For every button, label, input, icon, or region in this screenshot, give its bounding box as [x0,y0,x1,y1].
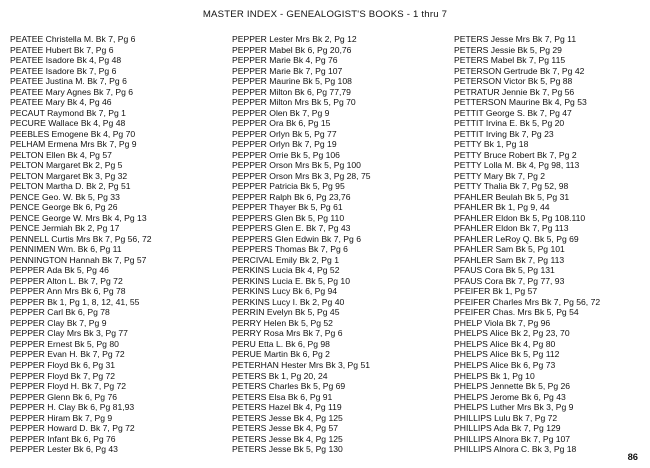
index-entry: PETERS Jesse Bk 5, Pg 130 [232,444,343,455]
index-entry: PEPPER Milton Mrs Bk 5, Pg 70 [232,97,356,108]
index-entry: PFEIFER Bk 1, Pg 57 [454,286,538,297]
index-entry: PETTY Mary Bk 7, Pg 2 [454,170,546,181]
index-entry: PEEBLES Emogene Bk 4, Pg 70 [10,128,136,139]
index-entry: PEPPER Ralph Bk 6, Pg 23,76 [232,191,351,202]
index-entry: PEATEE Hubert Bk 7, Pg 6 [10,44,114,55]
index-entry: PEPPER Milton Bk 6, Pg 77,79 [232,86,351,97]
index-entry: PFAHLER Sam Bk 5, Pg 101 [454,244,565,255]
index-entry: PETERS Charles Bk 5, Pg 69 [232,381,346,392]
index-entry: PEATEE Christella M. Bk 7, Pg 6 [10,34,136,44]
index-entry: PETERHAN Hester Mrs Bk 3, Pg 51 [232,359,371,370]
index-entry: PELTON Margaret Bk 2, Pg 5 [10,160,123,171]
index-entry: PFAHLER LeRoy Q. Bk 5, Pg 69 [454,233,579,244]
index-entry: PETERS Jessie Bk 5, Pg 29 [454,44,562,55]
index-entry: PERKINS Lucia E. Bk 5, Pg 10 [232,275,350,286]
index-entry: PEATEE Mary Bk 4, Pg 46 [10,97,112,108]
index-entry: PEPPER Orrie Bk 5, Pg 106 [232,149,340,160]
index-entry: PEPPER Ann Mrs Bk 6, Pg 78 [10,286,126,297]
index-entry: PELTON Margaret Bk 3, Pg 32 [10,170,128,181]
index-entry: PHELPS Alice Bk 4, Pg 80 [454,338,556,349]
index-entry: PFEIFER Charles Mrs Bk 7, Pg 56, 72 [454,296,601,307]
index-entry: PEPPER Mabel Bk 6, Pg 20,76 [232,44,352,55]
index-entry: PEPPER Lester Mrs Bk 2, Pg 12 [232,34,357,44]
index-entry: PENNELL Curtis Mrs Bk 7, Pg 56, 72 [10,233,152,244]
index-entry: PEPPER Marie Bk 7, Pg 107 [232,65,343,76]
index-entry: PHELPS Alice Bk 5, Pg 112 [454,349,560,360]
index-entry: PERUE Martin Bk 6, Pg 2 [232,349,330,360]
index-entry: PEPPERS Glen Edwin Bk 7, Pg 6 [232,233,361,244]
index-entry: PHELPS Alice Bk 6, Pg 73 [454,359,556,370]
index-entry: PEPPER Lester Bk 6, Pg 43 [10,444,118,455]
index-entry: PHELPS Luther Mrs Bk 3, Pg 9 [454,402,574,413]
index-entry: PHELPS Bk 1, Pg 10 [454,370,535,381]
index-entry: PHILLIPS Ada Bk 7, Pg 129 [454,423,561,434]
index-entry: PETTIT Irving Bk 7, Pg 23 [454,128,554,139]
index-entry: PEPPER Clay Mrs Bk 3, Pg 77 [10,328,128,339]
index-entry: PEPPER Ernest Bk 5, Pg 80 [10,338,119,349]
index-entry: PETTY Thalia Bk 7, Pg 52, 98 [454,181,569,192]
index-entry: PEPPER Alton L. Bk 7, Pg 72 [10,275,123,286]
index-entry: PERCIVAL Emily Bk 2, Pg 1 [232,254,339,265]
index-entry: PHILLIPS Alnora C. Bk 3, Pg 18 [454,444,577,455]
index-entry: PECAUT Raymond Bk 7, Pg 1 [10,107,126,118]
index-entry: PEPPERS Thomas Bk 7, Pg 6 [232,244,348,255]
index-entry: PETTIT George S. Bk 7, Pg 47 [454,107,572,118]
index-entry: PERKINS Lucy I. Bk 2, Pg 40 [232,296,345,307]
index-entry: PELTON Martha D. Bk 2, Pg 51 [10,181,131,192]
index-entry: PENCE Jermiah Bk 2, Pg 17 [10,223,120,234]
index-entry: PETERS Jesse Mrs Bk 7, Pg 11 [454,34,577,44]
index-entry: PENCE George Bk 6, Pg 26 [10,202,118,213]
index-entry: PEPPER Maurine Bk 5, Pg 108 [232,76,352,87]
index-entry: PEPPER Hiram Bk 7, Pg 9 [10,412,113,423]
index-entry: PEPPER Orlyn Bk 7, Pg 19 [232,139,337,150]
index-entry: PEPPER Floyd Bk 7, Pg 72 [10,370,116,381]
index-entry: PETERS Elsa Bk 6, Pg 91 [232,391,333,402]
index-entry: PEPPER Evan H. Bk 7, Pg 72 [10,349,125,360]
index-entry: PERU Etta L. Bk 6, Pg 98 [232,338,330,349]
index-entry: PEATEE Isadore Bk 7, Pg 6 [10,65,117,76]
index-entry: PFAHLER Eldon Bk 5, Pg 108.110 [454,212,586,223]
index-entry: PETTY Lolla M. Bk 4, Pg 98, 113 [454,160,580,171]
index-entry: PETTIT Irvina E. Bk 5, Pg 20 [454,118,565,129]
index-entry: PEATEE Justina M. Bk 7, Pg 6 [10,76,127,87]
index-entry: PEPPER Orson Mrs Bk 3, Pg 28, 75 [232,170,371,181]
index-entry: PEPPER Thayer Bk 5, Pg 61 [232,202,343,213]
index-entry: PFEIFER Chas. Mrs Bk 5, Pg 54 [454,307,579,318]
index-column-1 [10,34,218,455]
index-entry: PEATEE Isadore Bk 4, Pg 48 [10,55,122,66]
page-title: MASTER INDEX - GENEALOGIST'S BOOKS - 1 thru 7 [202,9,448,20]
index-entry: PENCE George W. Mrs Bk 4, Pg 13 [10,212,147,223]
index-entry: PETERS Jesse Bk 4, Pg 57 [232,423,339,434]
index-entry: PHELPS Jerome Bk 6, Pg 43 [454,391,566,402]
index-entry: PEPPER Bk 1, Pg 1, 8, 12, 41, 55 [10,296,140,307]
index-entry: PEPPER Ada Bk 5, Pg 46 [10,265,109,276]
index-entry: PERKINS Lucy Bk 6, Pg 94 [232,286,338,297]
index-entry: PFAHLER Bk 1, Pg 9, 44 [454,202,550,213]
index-column-2 [232,34,437,455]
index-entry: PETERSON Gertrude Bk 7, Pg 42 [454,65,585,76]
index-entry: PEPPER Floyd Bk 6, Pg 31 [10,359,116,370]
index-entry: PETERS Bk 1, Pg 20, 24 [232,370,328,381]
index-entry: PETERSON Victor Bk 5, Pg 88 [454,76,573,87]
index-entry: PFAUS Cora Bk 7, Pg 77, 93 [454,275,565,286]
index-entry: PEATEE Mary Agnes Bk 7, Pg 6 [10,86,134,97]
index-entry: PEPPER Howard D. Bk 7, Pg 72 [10,423,135,434]
index-column-3 [454,34,644,455]
index-entry: PERKINS Lucia Bk 4, Pg 52 [232,265,340,276]
index-entry: PENNIMEN Wm. Bk 6, Pg 11 [10,244,122,255]
page-number: 86 [627,451,638,462]
index-entry: PERRY Rosa Mrs Bk 7, Pg 6 [232,328,343,339]
index-entry: PERRY Helen Bk 5, Pg 52 [232,317,333,328]
index-entry: PEPPER Carl Bk 6, Pg 78 [10,307,110,318]
index-entry: PEPPER Marie Bk 4, Pg 76 [232,55,338,66]
index-entry: PEPPER Orlyn Bk 5, Pg 77 [232,128,337,139]
index-entry: PELTON Ellen Bk 4, Pg 57 [10,149,112,160]
index-entry: PFAHLER Sam Bk 7, Pg 113 [454,254,565,265]
index-entry: PHELPS Jennette Bk 5, Pg 26 [454,381,571,392]
index-entry: PETTERSON Maurine Bk 4, Pg 53 [454,97,587,108]
index-entry: PETERS Jesse Bk 4, Pg 125 [232,412,343,423]
index-entry: PECURE Wallace Bk 4, Pg 48 [10,118,126,129]
index-entry: PETERS Mabel Bk 7, Pg 115 [454,55,566,66]
index-entry: PHELPS Alice Bk 2, Pg 23, 70 [454,328,570,339]
index-entry: PEPPERS Glen E. Bk 7, Pg 43 [232,223,351,234]
index-entry: PERRIN Evelyn Bk 5, Pg 45 [232,307,340,318]
index-entry: PEPPER Clay Bk 7, Pg 9 [10,317,107,328]
index-entry: PETERS Hazel Bk 4, Pg 119 [232,402,342,413]
index-entry: PHILLIPS Alnora Bk 7, Pg 107 [454,433,571,444]
index-entry: PEPPER Orson Mrs Bk 5, Pg 100 [232,160,361,171]
index-entry: PEPPER Floyd H. Bk 7, Pg 72 [10,381,127,392]
index-entry: PEPPER Ora Bk 6, Pg 15 [232,118,331,129]
index-entry: PENNINGTON Hannah Bk 7, Pg 57 [10,254,147,265]
index-entry: PEPPERS Glen Bk 5, Pg 110 [232,212,345,223]
index-entry: PETTY Bk 1, Pg 18 [454,139,529,150]
index-entry: PEPPER Olen Bk 7, Pg 9 [232,107,330,118]
index-entry: PELHAM Ermena Mrs Bk 7, Pg 9 [10,139,137,150]
index-entry: PETRATUR Jennie Bk 7, Pg 56 [454,86,575,97]
index-entry: PEPPER H. Clay Bk 6, Pg 81,93 [10,402,135,413]
index-entry: PETERS Jesse Bk 4, Pg 125 [232,433,343,444]
index-entry: PETTY Bruce Robert Bk 7, Pg 2 [454,149,577,160]
index-entry: PEPPER Infant Bk 6, Pg 76 [10,433,116,444]
index-entry: PFAHLER Eldon Bk 7, Pg 113 [454,223,569,234]
index-entry: PFAUS Cora Bk 5, Pg 131 [454,265,555,276]
index-entry: PEPPER Glenn Bk 6, Pg 76 [10,391,118,402]
index-entry: PENCE Geo. W. Bk 5, Pg 33 [10,191,120,202]
index-entry: PHILLIPS Lulu Bk 7, Pg 72 [454,412,558,423]
index-entry: PHELP Viola Bk 7, Pg 96 [454,317,551,328]
index-entry: PEPPER Patricia Bk 5, Pg 95 [232,181,345,192]
index-entry: PFAHLER Beulah Bk 5, Pg 31 [454,191,570,202]
